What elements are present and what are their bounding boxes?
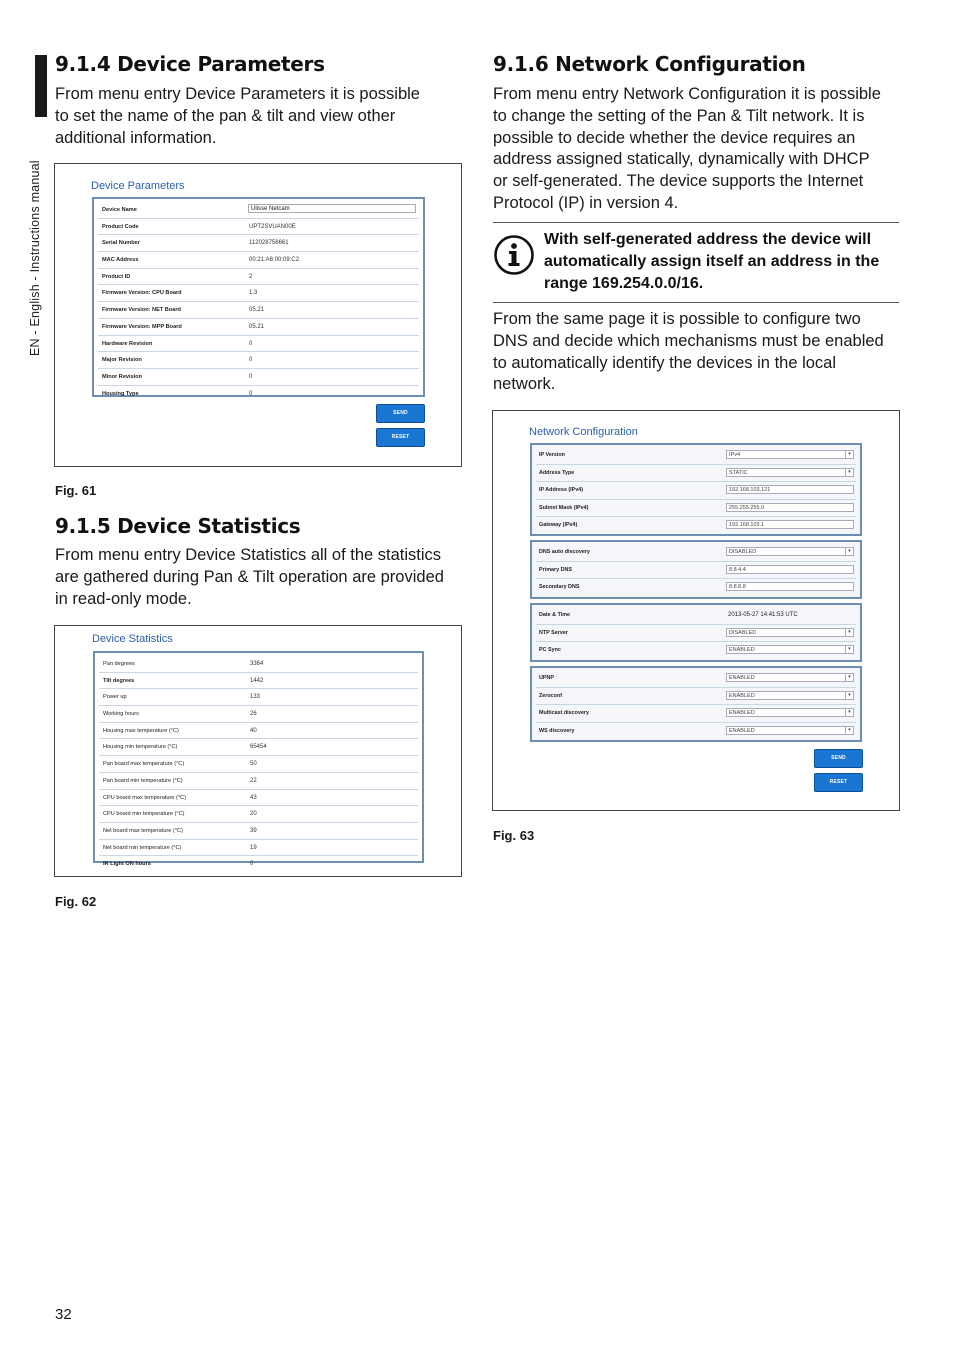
ip-address-input[interactable]: 192.168.103.121 (726, 485, 854, 494)
ntp-server-select[interactable]: DISABLED ▾ (726, 628, 854, 637)
form-row: IP Version IPv4 ▾ (536, 447, 856, 465)
chevron-down-icon: ▾ (845, 692, 853, 699)
table-row: Serial Number 112028758661 (98, 235, 419, 252)
pc-sync-select[interactable]: ENABLED ▾ (726, 645, 854, 654)
table-row: Minor Revision 0 (98, 369, 419, 386)
note-divider-top (493, 222, 899, 223)
table-row: Firmware Version: MPP Board 05.21 (98, 319, 419, 336)
table-row: MAC Address 00:21:A6:00:09:C2 (98, 252, 419, 269)
section-heading-device-statistics: 9.1.5 Device Statistics (55, 514, 301, 538)
figure-63-screenshot (492, 410, 900, 811)
screenshot-title: Device Parameters (91, 180, 185, 192)
send-button[interactable]: SEND (814, 749, 863, 768)
paragraph-network-configuration: From menu entry Network Configuration it is possible to change the setting of the Pan & Tilt network. It is possible to decide whether the device requires an address assigned statically, dynamically with DHCP or self-generated. The device supports the Internet Protocol (IP) in version 4. (493, 85, 881, 212)
table-row: Pan degrees 3364 (99, 656, 418, 673)
primary-dns-input[interactable]: 8.8.4.4 (726, 565, 854, 574)
table-row: Net board max temperature (°C) 39 (99, 823, 418, 840)
figure-caption-63: Fig. 63 (493, 828, 535, 843)
form-row: NTP Server DISABLED ▾ (536, 625, 856, 643)
gateway-input[interactable]: 192.168.103.1 (726, 520, 854, 529)
paragraph-dns: From the same page it is possible to configure two DNS and decide which mechanisms must be enabled to automatically identify the devices in the local network. (493, 310, 884, 394)
send-button[interactable]: SEND (376, 404, 425, 423)
form-row: Multicast discovery ENABLED ▾ (536, 705, 856, 723)
form-row: Address Type STATIC ▾ (536, 465, 856, 483)
table-row: Working hours 26 (99, 706, 418, 723)
reset-button[interactable]: RESET (814, 773, 863, 792)
ip-settings-group (530, 443, 862, 536)
chevron-down-icon: ▾ (845, 548, 853, 555)
chevron-down-icon: ▾ (845, 469, 853, 476)
table-row: Pan board min temperature (°C) 22 (99, 773, 418, 790)
table-row: Hardware Revision 0 (98, 336, 419, 353)
form-row: Zeroconf ENABLED ▾ (536, 688, 856, 706)
chevron-down-icon: ▾ (845, 674, 853, 681)
form-row: Gateway (IPv4) 192.168.103.1 (536, 517, 856, 534)
form-row: UPNP ENABLED ▾ (536, 670, 856, 688)
table-row: Housing max temperature (°C) 40 (99, 723, 418, 740)
discovery-settings-group (530, 666, 862, 742)
chevron-down-icon: ▾ (845, 727, 853, 734)
table-row: CPU board max temperature (°C) 43 (99, 790, 418, 807)
ip-version-select[interactable]: IPv4 ▾ (726, 450, 854, 459)
form-row: WS discovery ENABLED ▾ (536, 723, 856, 740)
zeroconf-select[interactable]: ENABLED ▾ (726, 691, 854, 700)
table-row: Product Code UPT2SVUAN00E (98, 219, 419, 236)
address-type-select[interactable]: STATIC ▾ (726, 468, 854, 477)
note-divider-bottom (493, 302, 899, 303)
multicast-discovery-select[interactable]: ENABLED ▾ (726, 708, 854, 717)
table-row: CPU board min temperature (°C) 20 (99, 806, 418, 823)
chevron-down-icon: ▾ (845, 629, 853, 636)
time-settings-group (530, 603, 862, 662)
dns-settings-group (530, 540, 862, 599)
figure-caption-62: Fig. 62 (55, 894, 97, 909)
table-row: Device Name Ulisse Netcam (98, 202, 419, 219)
secondary-dns-input[interactable]: 8.8.8.8 (726, 582, 854, 591)
section-heading-network-configuration: 9.1.6 Network Configuration (493, 52, 806, 76)
info-icon (493, 234, 535, 276)
page-number: 32 (55, 1306, 72, 1323)
subnet-mask-input[interactable]: 255.255.255.0 (726, 503, 854, 512)
paragraph-device-statistics: From menu entry Device Statistics all of the statistics are gathered during Pan & Tilt operation are provided in read-only mode. (55, 546, 444, 608)
table-row: Firmware Version: NET Board 05.21 (98, 302, 419, 319)
table-row: Net board min temperature (°C) 19 (99, 840, 418, 857)
form-row: Secondary DNS 8.8.8.8 (536, 579, 856, 596)
chevron-down-icon: ▾ (845, 709, 853, 716)
device-statistics-table (93, 651, 424, 868)
form-row: IP Address (IPv4) 192.168.103.121 (536, 482, 856, 500)
table-row: Power up 133 (99, 689, 418, 706)
screenshot-title: Network Configuration (529, 426, 638, 438)
form-row: Subnet Mask (IPv4) 255.255.255.0 (536, 500, 856, 518)
paragraph-device-parameters: From menu entry Device Parameters it is possible to set the name of the pan & tilt and view other additional information. (55, 85, 420, 147)
form-row: DNS auto discovery DISABLED ▾ (536, 544, 856, 562)
form-row: Date & Time 2013-05-27 14:41:53 UTC (536, 607, 856, 625)
table-row: Major Revision 0 (98, 352, 419, 369)
upnp-select[interactable]: ENABLED ▾ (726, 673, 854, 682)
section-marker-bar (35, 55, 47, 117)
section-heading-device-parameters: 9.1.4 Device Parameters (55, 52, 325, 76)
table-row: Product ID 2 (98, 269, 419, 286)
form-row: PC Sync ENABLED ▾ (536, 642, 856, 659)
figure-caption-61: Fig. 61 (55, 483, 97, 498)
date-time-value: 2013-05-27 14:41:53 UTC (728, 612, 798, 618)
ws-discovery-select[interactable]: ENABLED ▾ (726, 726, 854, 735)
device-parameters-table (92, 197, 425, 397)
info-note: With self-generated address the device will automatically assign itself an address in the range 169.254.0.0/16. (544, 231, 880, 292)
table-row: IR Light ON hours 0 (103, 861, 254, 868)
figure-61-screenshot (54, 163, 462, 467)
table-row: Tilt degrees 1442 (99, 673, 418, 690)
dns-auto-discovery-select[interactable]: DISABLED ▾ (726, 547, 854, 556)
sidebar-label: EN - English - Instructions manual (28, 160, 42, 356)
table-row: Firmware Version: CPU Board 1.3 (98, 285, 419, 302)
reset-button[interactable]: RESET (376, 428, 425, 447)
device-name-input[interactable]: Ulisse Netcam (248, 204, 416, 213)
screenshot-title: Device Statistics (92, 633, 173, 645)
form-row: Primary DNS 8.8.4.4 (536, 562, 856, 580)
figure-62-screenshot (54, 625, 462, 877)
table-row: Housing Type 0 (102, 390, 253, 397)
table-row: Housing min temperature (°C) 65454 (99, 739, 418, 756)
chevron-down-icon: ▾ (845, 646, 853, 653)
chevron-down-icon: ▾ (845, 451, 853, 458)
table-row: Pan board max temperature (°C) 50 (99, 756, 418, 773)
